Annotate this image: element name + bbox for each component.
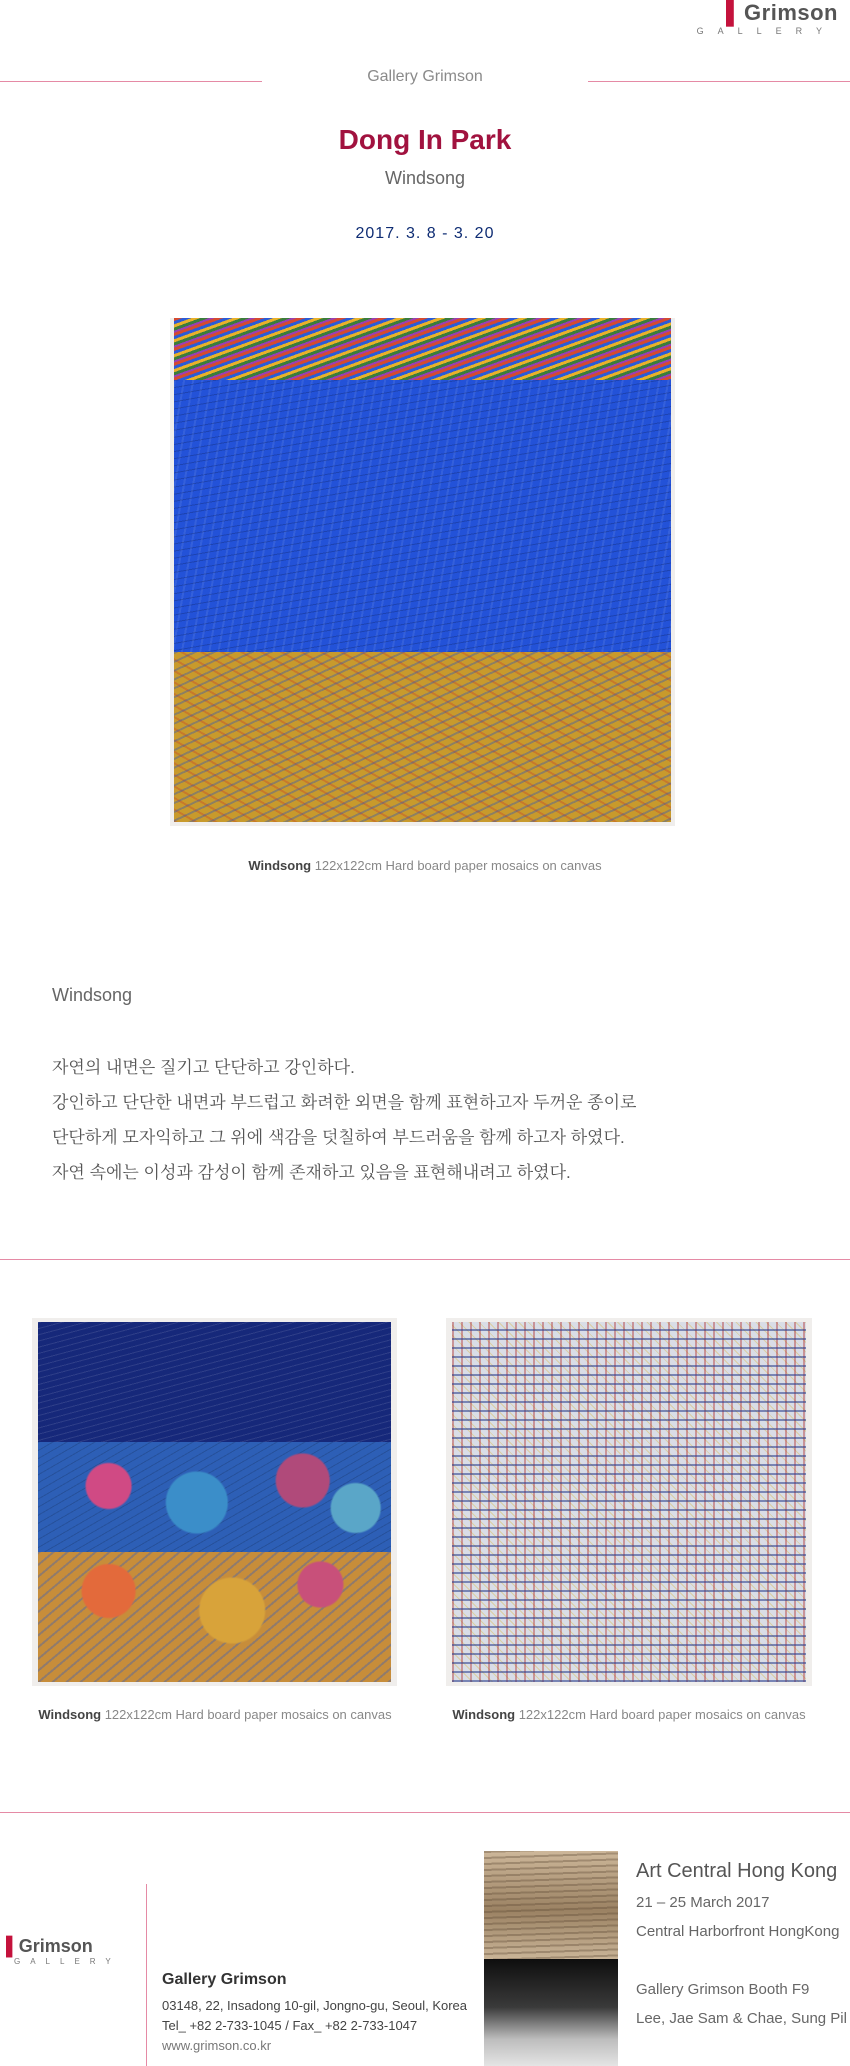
art-fair-artists: Lee, Jae Sam & Chae, Sung Pil [636,2010,847,2027]
featured-caption [0,858,850,873]
exhibition-title: Windsong [384,168,466,188]
artwork-left [32,1318,397,1686]
footer-website-link[interactable]: www.grimson.co.kr [162,2038,272,2053]
logo-text: Grimson [744,0,838,25]
artwork-right [446,1318,812,1686]
footer-logo-subtext: GALLERY [14,1957,121,1966]
footer-address: 03148, 22, Insadong 10-gil, Jongno-gu, Seoul, Korea [162,1998,468,2013]
featured-caption-title: Windsong [248,858,312,873]
footer-logo[interactable] [6,1936,93,1957]
caption-details: 122x122cm Hard board paper mosaics on canvas [101,1707,392,1722]
art-fair-title: Art Central Hong Kong [636,1860,838,1882]
featured-caption-details: 122x122cm Hard board paper mosaics on canvas [311,858,602,873]
logo-mark-icon: ▌ [725,0,743,25]
art-fair-booth: Gallery Grimson Booth F9 [636,1981,810,1998]
statement-line: 자연 속에는 이성과 감성이 함께 존재하고 있음을 표현해내려고 하였다. [52,1163,571,1182]
artwork-left-caption [20,1707,410,1722]
art-fair-photo-top [484,1851,618,1959]
art-fair-venue: Central Harborfront HongKong [636,1923,840,1940]
footer-gallery-name: Gallery Grimson [162,1971,287,1988]
footer-logo-text: Grimson [18,1936,93,1956]
logo-mark-icon: ▌ [6,1936,19,1956]
logo-subtext: GALLERY [696,26,836,36]
exhibition-dates: 2017. 3. 8 - 3. 20 [355,225,495,242]
statement-line: 단단하게 모자익하고 그 위에 색감을 덧칠하여 부드러움을 함께 하고자 하였다. [52,1128,625,1147]
caption-title: Windsong [38,1707,102,1722]
footer-vertical-rule [146,1884,147,2066]
art-fair-photo-bottom [484,1959,618,2066]
caption-title: Windsong [452,1707,516,1722]
statement-line: 강인하고 단단한 내면과 부드럽고 화려한 외면을 함께 표현하고자 두꺼운 종이로 [52,1093,637,1112]
footer-contact: Tel_ +82 2-733-1045 / Fax_ +82 2-733-1047 [162,2018,418,2033]
footer-divider [0,1812,850,1813]
caption-details: 122x122cm Hard board paper mosaics on canvas [515,1707,806,1722]
artist-name: Dong In Park [338,124,512,155]
gallery-title: Gallery Grimson [367,68,483,85]
statement-line: 자연의 내면은 질기고 단단하고 강인하다. [52,1058,355,1077]
featured-artwork [170,318,675,826]
statement-heading: Windsong [52,985,133,1005]
artwork-right-caption [434,1707,824,1722]
section-divider [0,1259,850,1260]
art-fair-dates: 21 – 25 March 2017 [636,1894,770,1911]
